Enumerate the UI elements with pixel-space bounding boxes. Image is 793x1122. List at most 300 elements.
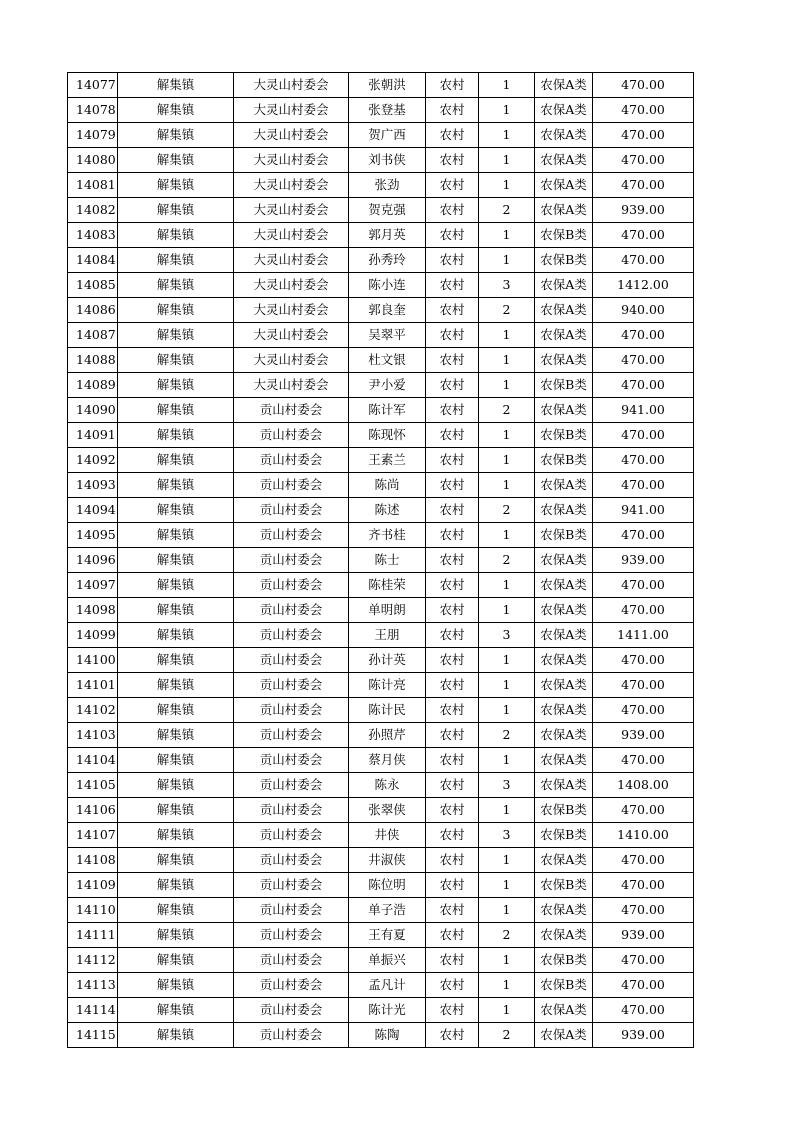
person-name-cell: 贺广西 (349, 123, 426, 148)
record-id-cell: 14103 (68, 723, 118, 748)
table-row (68, 898, 694, 923)
insurance-class-cell: 农保A类 (535, 748, 593, 773)
table-row (68, 298, 694, 323)
insurance-class-cell: 农保B类 (535, 423, 593, 448)
town-cell: 解集镇 (118, 873, 234, 898)
household-count-cell: 2 (479, 723, 535, 748)
record-id-cell: 14098 (68, 598, 118, 623)
village-committee-cell: 大灵山村委会 (234, 373, 349, 398)
record-id-cell: 14113 (68, 973, 118, 998)
area-type-cell: 农村 (426, 248, 479, 273)
person-name-cell: 王素兰 (349, 448, 426, 473)
person-name-cell: 陈述 (349, 498, 426, 523)
person-name-cell: 井淑侠 (349, 848, 426, 873)
insurance-class-cell: 农保B类 (535, 523, 593, 548)
insurance-class-cell: 农保A类 (535, 673, 593, 698)
person-name-cell: 贺克强 (349, 198, 426, 223)
insurance-class-cell: 农保B类 (535, 448, 593, 473)
person-name-cell: 陈现怀 (349, 423, 426, 448)
person-name-cell: 陈计亮 (349, 673, 426, 698)
household-count-cell: 3 (479, 623, 535, 648)
area-type-cell: 农村 (426, 998, 479, 1023)
insurance-class-cell: 农保A类 (535, 473, 593, 498)
person-name-cell: 陈尚 (349, 473, 426, 498)
amount-cell: 939.00 (593, 1023, 694, 1048)
person-name-cell: 张朝洪 (349, 73, 426, 98)
town-cell: 解集镇 (118, 448, 234, 473)
amount-cell: 470.00 (593, 473, 694, 498)
insurance-class-cell: 农保A类 (535, 73, 593, 98)
record-id-cell: 14106 (68, 798, 118, 823)
area-type-cell: 农村 (426, 723, 479, 748)
amount-cell: 939.00 (593, 723, 694, 748)
area-type-cell: 农村 (426, 873, 479, 898)
insurance-class-cell: 农保A类 (535, 323, 593, 348)
amount-cell: 470.00 (593, 648, 694, 673)
village-committee-cell: 贡山村委会 (234, 973, 349, 998)
town-cell: 解集镇 (118, 223, 234, 248)
amount-cell: 1412.00 (593, 273, 694, 298)
town-cell: 解集镇 (118, 773, 234, 798)
person-name-cell: 陈计光 (349, 998, 426, 1023)
area-type-cell: 农村 (426, 498, 479, 523)
amount-cell: 470.00 (593, 73, 694, 98)
amount-cell: 1408.00 (593, 773, 694, 798)
area-type-cell: 农村 (426, 148, 479, 173)
town-cell: 解集镇 (118, 273, 234, 298)
insurance-class-cell: 农保A类 (535, 923, 593, 948)
town-cell: 解集镇 (118, 673, 234, 698)
insurance-class-cell: 农保A类 (535, 198, 593, 223)
table-row (68, 998, 694, 1023)
town-cell: 解集镇 (118, 948, 234, 973)
amount-cell: 939.00 (593, 198, 694, 223)
town-cell: 解集镇 (118, 748, 234, 773)
record-id-cell: 14115 (68, 1023, 118, 1048)
insurance-class-cell: 农保A类 (535, 598, 593, 623)
table-row (68, 223, 694, 248)
person-name-cell: 郭月英 (349, 223, 426, 248)
amount-cell: 941.00 (593, 498, 694, 523)
village-committee-cell: 贡山村委会 (234, 448, 349, 473)
person-name-cell: 齐书桂 (349, 523, 426, 548)
town-cell: 解集镇 (118, 123, 234, 148)
person-name-cell: 孟凡计 (349, 973, 426, 998)
town-cell: 解集镇 (118, 198, 234, 223)
person-name-cell: 孙秀玲 (349, 248, 426, 273)
household-count-cell: 2 (479, 1023, 535, 1048)
household-count-cell: 3 (479, 773, 535, 798)
record-id-cell: 14104 (68, 748, 118, 773)
table-row (68, 498, 694, 523)
village-committee-cell: 贡山村委会 (234, 998, 349, 1023)
record-id-cell: 14080 (68, 148, 118, 173)
amount-cell: 940.00 (593, 298, 694, 323)
town-cell: 解集镇 (118, 623, 234, 648)
table-row (68, 348, 694, 373)
area-type-cell: 农村 (426, 548, 479, 573)
household-count-cell: 1 (479, 798, 535, 823)
person-name-cell: 陈计民 (349, 698, 426, 723)
town-cell: 解集镇 (118, 298, 234, 323)
town-cell: 解集镇 (118, 248, 234, 273)
table-row (68, 623, 694, 648)
amount-cell: 470.00 (593, 748, 694, 773)
person-name-cell: 单振兴 (349, 948, 426, 973)
village-committee-cell: 大灵山村委会 (234, 148, 349, 173)
area-type-cell: 农村 (426, 423, 479, 448)
household-count-cell: 1 (479, 598, 535, 623)
amount-cell: 470.00 (593, 98, 694, 123)
town-cell: 解集镇 (118, 98, 234, 123)
insurance-class-cell: 农保A类 (535, 148, 593, 173)
amount-cell: 470.00 (593, 173, 694, 198)
amount-cell: 939.00 (593, 548, 694, 573)
record-id-cell: 14077 (68, 73, 118, 98)
area-type-cell: 农村 (426, 173, 479, 198)
village-committee-cell: 大灵山村委会 (234, 123, 349, 148)
area-type-cell: 农村 (426, 448, 479, 473)
record-id-cell: 14102 (68, 698, 118, 723)
record-id-cell: 14083 (68, 223, 118, 248)
household-count-cell: 1 (479, 948, 535, 973)
household-count-cell: 2 (479, 398, 535, 423)
area-type-cell: 农村 (426, 298, 479, 323)
insurance-class-cell: 农保A类 (535, 1023, 593, 1048)
village-committee-cell: 大灵山村委会 (234, 323, 349, 348)
household-count-cell: 1 (479, 248, 535, 273)
village-committee-cell: 贡山村委会 (234, 823, 349, 848)
insurance-class-cell: 农保A类 (535, 123, 593, 148)
amount-cell: 470.00 (593, 423, 694, 448)
amount-cell: 470.00 (593, 348, 694, 373)
village-committee-cell: 贡山村委会 (234, 698, 349, 723)
record-id-cell: 14081 (68, 173, 118, 198)
person-name-cell: 蔡月侠 (349, 748, 426, 773)
person-name-cell: 杜文银 (349, 348, 426, 373)
amount-cell: 941.00 (593, 398, 694, 423)
area-type-cell: 农村 (426, 898, 479, 923)
amount-cell: 470.00 (593, 223, 694, 248)
table-row (68, 598, 694, 623)
town-cell: 解集镇 (118, 648, 234, 673)
record-id-cell: 14111 (68, 923, 118, 948)
area-type-cell: 农村 (426, 348, 479, 373)
household-count-cell: 2 (479, 548, 535, 573)
household-count-cell: 2 (479, 198, 535, 223)
area-type-cell: 农村 (426, 598, 479, 623)
village-committee-cell: 贡山村委会 (234, 598, 349, 623)
village-committee-cell: 大灵山村委会 (234, 173, 349, 198)
insurance-class-cell: 农保A类 (535, 998, 593, 1023)
village-committee-cell: 贡山村委会 (234, 948, 349, 973)
person-name-cell: 张登基 (349, 98, 426, 123)
table-row (68, 448, 694, 473)
village-committee-cell: 贡山村委会 (234, 423, 349, 448)
village-committee-cell: 贡山村委会 (234, 573, 349, 598)
town-cell: 解集镇 (118, 498, 234, 523)
record-id-cell: 14091 (68, 423, 118, 448)
table-row (68, 1023, 694, 1048)
amount-cell: 470.00 (593, 523, 694, 548)
table-row (68, 473, 694, 498)
village-committee-cell: 贡山村委会 (234, 523, 349, 548)
town-cell: 解集镇 (118, 973, 234, 998)
village-committee-cell: 大灵山村委会 (234, 198, 349, 223)
records-table-body (68, 73, 694, 1048)
record-id-cell: 14114 (68, 998, 118, 1023)
insurance-class-cell: 农保A类 (535, 623, 593, 648)
insurance-class-cell: 农保B类 (535, 373, 593, 398)
area-type-cell: 农村 (426, 673, 479, 698)
amount-cell: 470.00 (593, 323, 694, 348)
area-type-cell: 农村 (426, 473, 479, 498)
record-id-cell: 14079 (68, 123, 118, 148)
table-row (68, 723, 694, 748)
person-name-cell: 孙照芹 (349, 723, 426, 748)
record-id-cell: 14108 (68, 848, 118, 873)
village-committee-cell: 贡山村委会 (234, 873, 349, 898)
village-committee-cell: 贡山村委会 (234, 773, 349, 798)
person-name-cell: 王有夏 (349, 923, 426, 948)
household-count-cell: 1 (479, 848, 535, 873)
amount-cell: 470.00 (593, 148, 694, 173)
town-cell: 解集镇 (118, 923, 234, 948)
table-row (68, 748, 694, 773)
village-committee-cell: 贡山村委会 (234, 623, 349, 648)
table-row (68, 98, 694, 123)
area-type-cell: 农村 (426, 773, 479, 798)
household-count-cell: 1 (479, 998, 535, 1023)
person-name-cell: 陈士 (349, 548, 426, 573)
village-committee-cell: 大灵山村委会 (234, 73, 349, 98)
record-id-cell: 14084 (68, 248, 118, 273)
village-committee-cell: 大灵山村委会 (234, 98, 349, 123)
area-type-cell: 农村 (426, 523, 479, 548)
record-id-cell: 14088 (68, 348, 118, 373)
area-type-cell: 农村 (426, 698, 479, 723)
amount-cell: 470.00 (593, 898, 694, 923)
record-id-cell: 14099 (68, 623, 118, 648)
household-count-cell: 1 (479, 323, 535, 348)
town-cell: 解集镇 (118, 323, 234, 348)
town-cell: 解集镇 (118, 798, 234, 823)
person-name-cell: 单明朗 (349, 598, 426, 623)
table-row (68, 523, 694, 548)
village-committee-cell: 贡山村委会 (234, 848, 349, 873)
village-committee-cell: 贡山村委会 (234, 1023, 349, 1048)
village-committee-cell: 贡山村委会 (234, 648, 349, 673)
record-id-cell: 14095 (68, 523, 118, 548)
records-table (67, 72, 694, 1048)
town-cell: 解集镇 (118, 348, 234, 373)
village-committee-cell: 贡山村委会 (234, 473, 349, 498)
household-count-cell: 1 (479, 373, 535, 398)
household-count-cell: 1 (479, 573, 535, 598)
village-committee-cell: 贡山村委会 (234, 798, 349, 823)
town-cell: 解集镇 (118, 548, 234, 573)
insurance-class-cell: 农保A类 (535, 648, 593, 673)
insurance-class-cell: 农保A类 (535, 173, 593, 198)
town-cell: 解集镇 (118, 423, 234, 448)
record-id-cell: 14107 (68, 823, 118, 848)
village-committee-cell: 贡山村委会 (234, 898, 349, 923)
person-name-cell: 尹小爱 (349, 373, 426, 398)
table-row (68, 123, 694, 148)
insurance-class-cell: 农保B类 (535, 798, 593, 823)
household-count-cell: 1 (479, 523, 535, 548)
table-row (68, 873, 694, 898)
household-count-cell: 1 (479, 973, 535, 998)
town-cell: 解集镇 (118, 523, 234, 548)
village-committee-cell: 贡山村委会 (234, 748, 349, 773)
table-row (68, 323, 694, 348)
amount-cell: 470.00 (593, 873, 694, 898)
person-name-cell: 陈位明 (349, 873, 426, 898)
table-row (68, 848, 694, 873)
insurance-class-cell: 农保B类 (535, 223, 593, 248)
amount-cell: 470.00 (593, 948, 694, 973)
amount-cell: 470.00 (593, 973, 694, 998)
household-count-cell: 1 (479, 448, 535, 473)
area-type-cell: 农村 (426, 748, 479, 773)
record-id-cell: 14089 (68, 373, 118, 398)
area-type-cell: 农村 (426, 323, 479, 348)
record-id-cell: 14112 (68, 948, 118, 973)
area-type-cell: 农村 (426, 123, 479, 148)
household-count-cell: 3 (479, 273, 535, 298)
household-count-cell: 1 (479, 348, 535, 373)
household-count-cell: 1 (479, 673, 535, 698)
household-count-cell: 1 (479, 423, 535, 448)
table-row (68, 573, 694, 598)
amount-cell: 1410.00 (593, 823, 694, 848)
insurance-class-cell: 农保A类 (535, 773, 593, 798)
area-type-cell: 农村 (426, 923, 479, 948)
person-name-cell: 陈桂荣 (349, 573, 426, 598)
amount-cell: 939.00 (593, 923, 694, 948)
table-row (68, 148, 694, 173)
insurance-class-cell: 农保B类 (535, 873, 593, 898)
insurance-class-cell: 农保A类 (535, 98, 593, 123)
record-id-cell: 14097 (68, 573, 118, 598)
area-type-cell: 农村 (426, 648, 479, 673)
town-cell: 解集镇 (118, 823, 234, 848)
table-row (68, 73, 694, 98)
household-count-cell: 1 (479, 873, 535, 898)
town-cell: 解集镇 (118, 598, 234, 623)
table-row (68, 923, 694, 948)
table-row (68, 773, 694, 798)
table-row (68, 398, 694, 423)
household-count-cell: 2 (479, 923, 535, 948)
household-count-cell: 1 (479, 73, 535, 98)
area-type-cell: 农村 (426, 98, 479, 123)
amount-cell: 470.00 (593, 848, 694, 873)
record-id-cell: 14087 (68, 323, 118, 348)
village-committee-cell: 大灵山村委会 (234, 348, 349, 373)
table-row (68, 973, 694, 998)
record-id-cell: 14110 (68, 898, 118, 923)
household-count-cell: 3 (479, 823, 535, 848)
household-count-cell: 1 (479, 698, 535, 723)
record-id-cell: 14094 (68, 498, 118, 523)
town-cell: 解集镇 (118, 848, 234, 873)
record-id-cell: 14096 (68, 548, 118, 573)
amount-cell: 1411.00 (593, 623, 694, 648)
person-name-cell: 吴翠平 (349, 323, 426, 348)
insurance-class-cell: 农保A类 (535, 573, 593, 598)
household-count-cell: 1 (479, 223, 535, 248)
town-cell: 解集镇 (118, 473, 234, 498)
household-count-cell: 1 (479, 173, 535, 198)
village-committee-cell: 大灵山村委会 (234, 273, 349, 298)
town-cell: 解集镇 (118, 398, 234, 423)
town-cell: 解集镇 (118, 998, 234, 1023)
table-row (68, 273, 694, 298)
village-committee-cell: 大灵山村委会 (234, 298, 349, 323)
town-cell: 解集镇 (118, 1023, 234, 1048)
village-committee-cell: 贡山村委会 (234, 398, 349, 423)
person-name-cell: 陈计军 (349, 398, 426, 423)
household-count-cell: 1 (479, 898, 535, 923)
record-id-cell: 14109 (68, 873, 118, 898)
person-name-cell: 刘书侠 (349, 148, 426, 173)
person-name-cell: 单子浩 (349, 898, 426, 923)
household-count-cell: 2 (479, 498, 535, 523)
area-type-cell: 农村 (426, 198, 479, 223)
amount-cell: 470.00 (593, 798, 694, 823)
area-type-cell: 农村 (426, 223, 479, 248)
insurance-class-cell: 农保A类 (535, 273, 593, 298)
amount-cell: 470.00 (593, 373, 694, 398)
town-cell: 解集镇 (118, 148, 234, 173)
record-id-cell: 14093 (68, 473, 118, 498)
person-name-cell: 张翠侠 (349, 798, 426, 823)
insurance-class-cell: 农保A类 (535, 898, 593, 923)
insurance-class-cell: 农保B类 (535, 948, 593, 973)
household-count-cell: 1 (479, 748, 535, 773)
table-row (68, 948, 694, 973)
village-committee-cell: 贡山村委会 (234, 923, 349, 948)
amount-cell: 470.00 (593, 448, 694, 473)
person-name-cell: 孙计英 (349, 648, 426, 673)
insurance-class-cell: 农保B类 (535, 248, 593, 273)
person-name-cell: 陈永 (349, 773, 426, 798)
area-type-cell: 农村 (426, 973, 479, 998)
area-type-cell: 农村 (426, 823, 479, 848)
household-count-cell: 1 (479, 123, 535, 148)
insurance-class-cell: 农保A类 (535, 348, 593, 373)
table-row (68, 798, 694, 823)
person-name-cell: 陈陶 (349, 1023, 426, 1048)
village-committee-cell: 贡山村委会 (234, 548, 349, 573)
household-count-cell: 1 (479, 473, 535, 498)
amount-cell: 470.00 (593, 673, 694, 698)
amount-cell: 470.00 (593, 698, 694, 723)
amount-cell: 470.00 (593, 248, 694, 273)
person-name-cell: 郭良奎 (349, 298, 426, 323)
insurance-class-cell: 农保B类 (535, 973, 593, 998)
household-count-cell: 2 (479, 298, 535, 323)
village-committee-cell: 贡山村委会 (234, 723, 349, 748)
area-type-cell: 农村 (426, 273, 479, 298)
household-count-cell: 1 (479, 98, 535, 123)
table-row (68, 698, 694, 723)
person-name-cell: 陈小连 (349, 273, 426, 298)
record-id-cell: 14105 (68, 773, 118, 798)
village-committee-cell: 贡山村委会 (234, 498, 349, 523)
